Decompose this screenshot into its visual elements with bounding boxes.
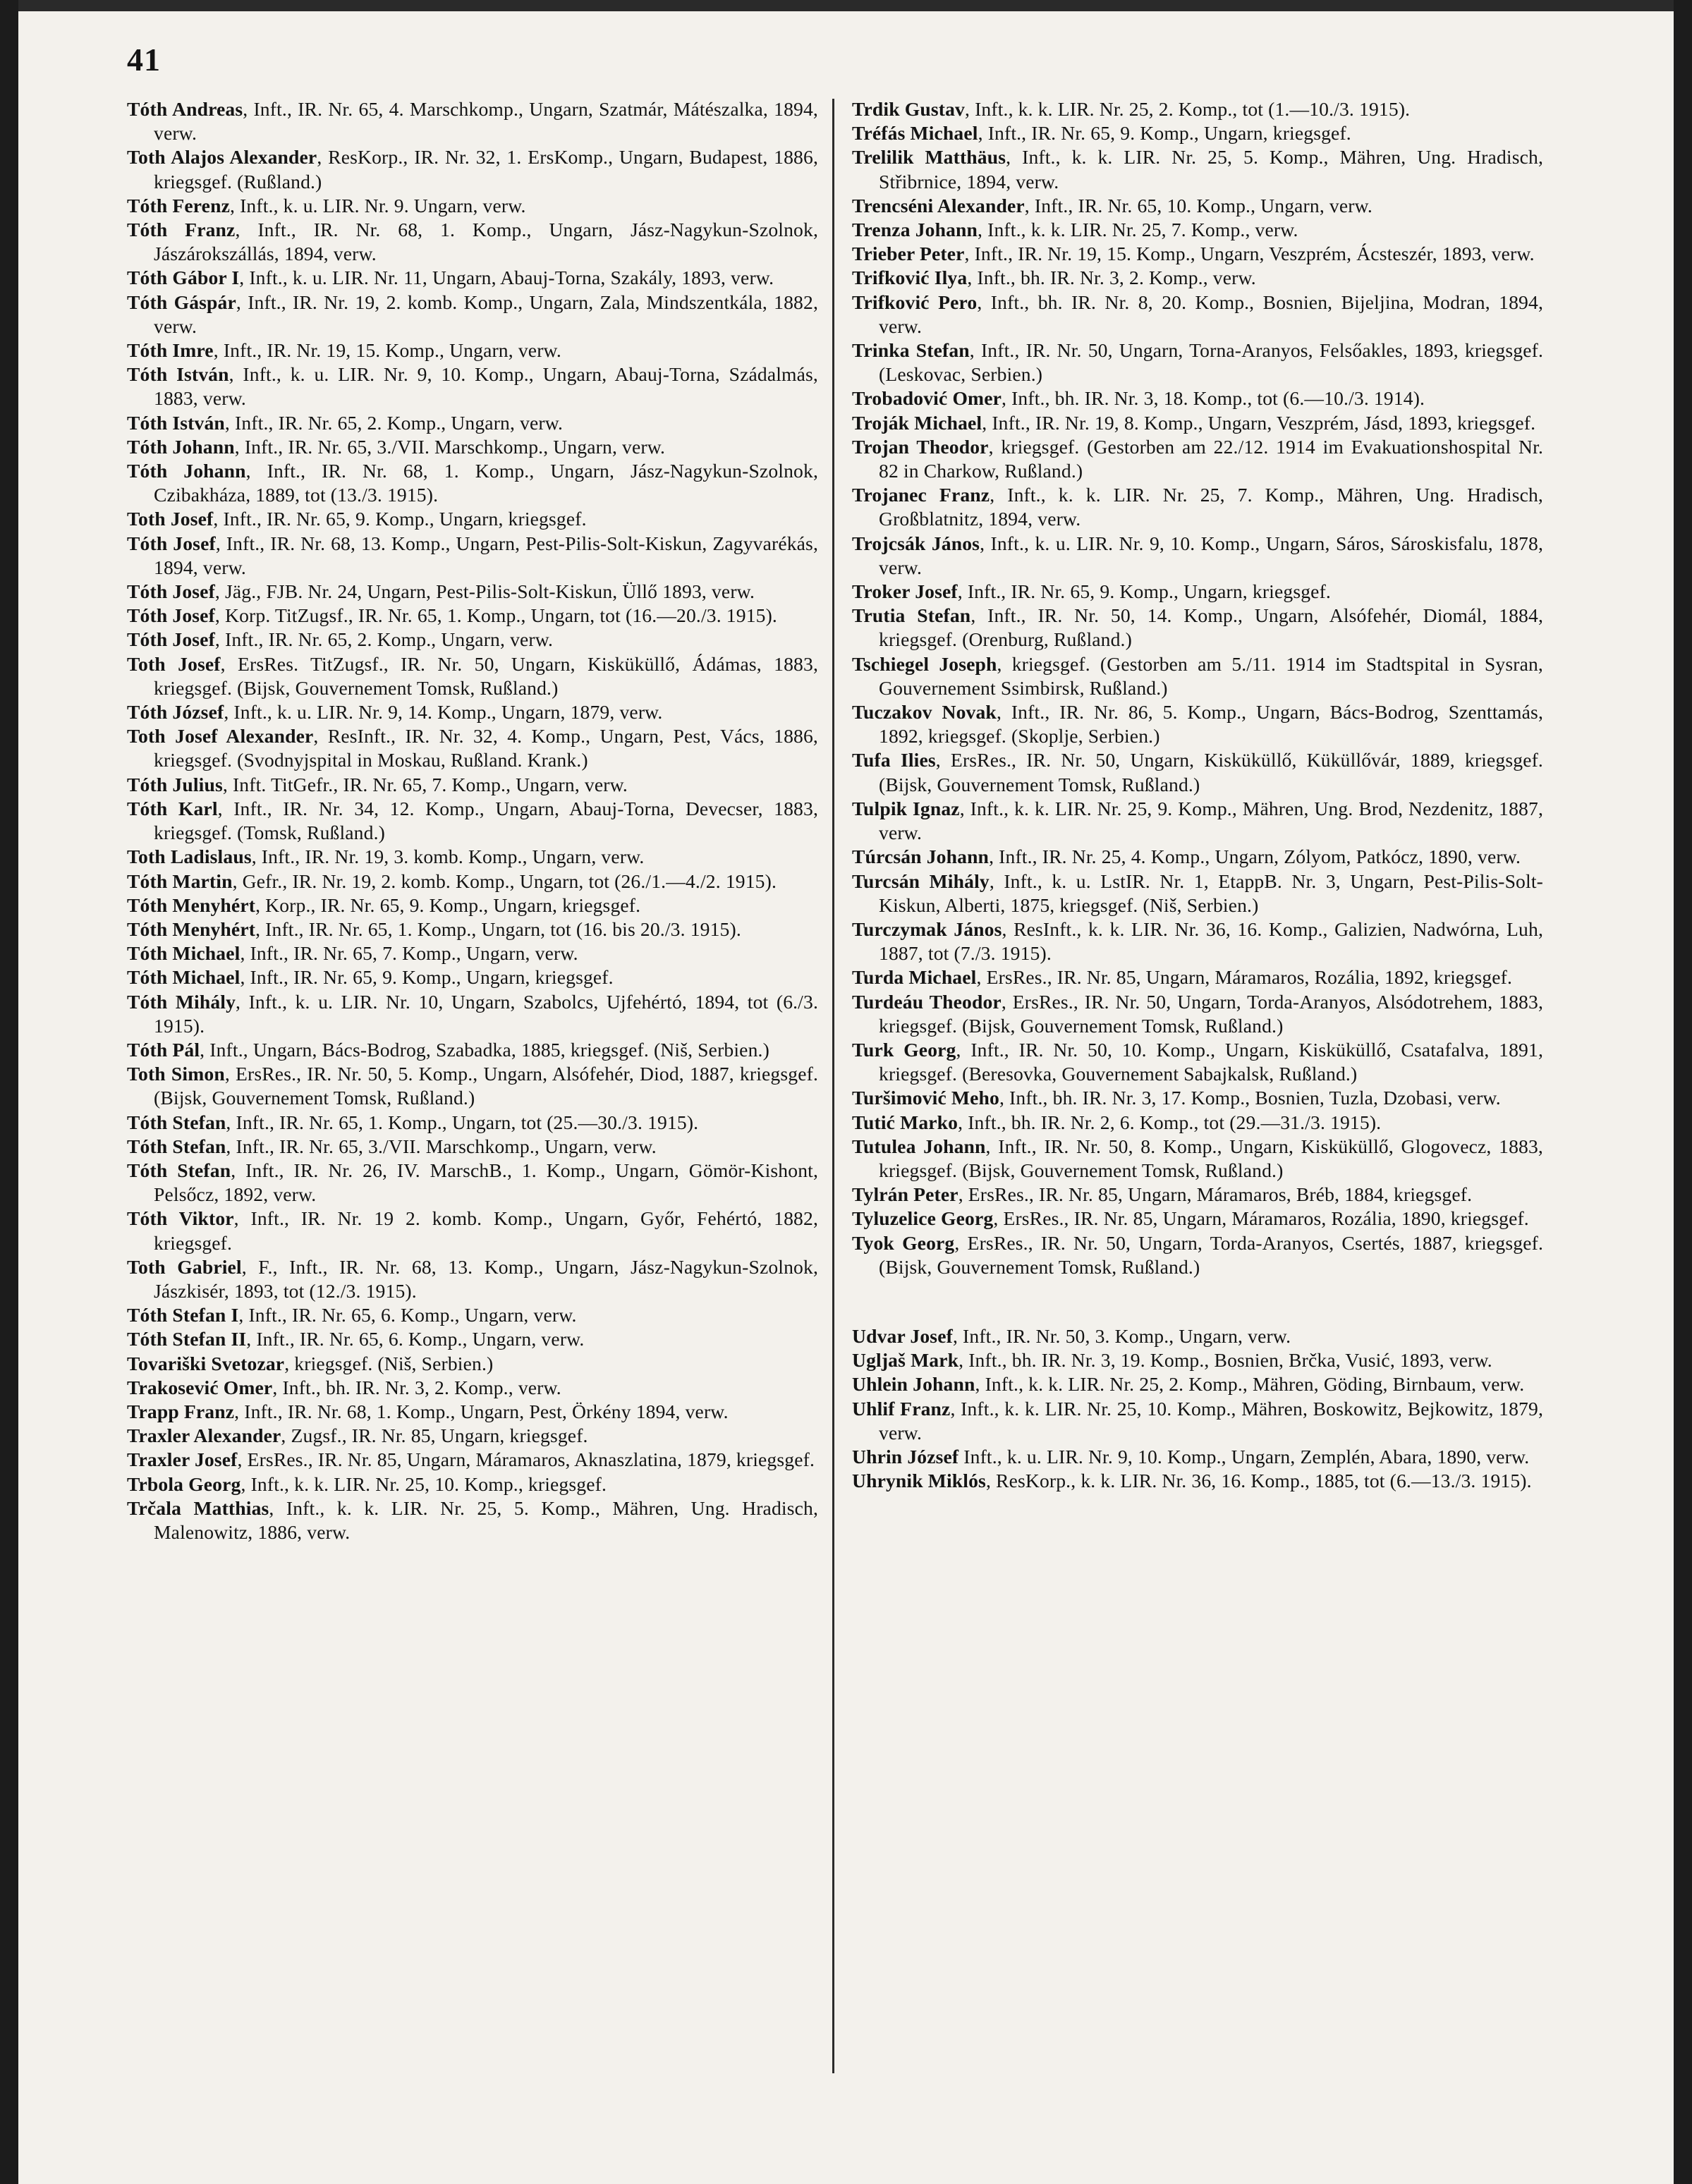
entry-name: Tyluzelice Georg bbox=[852, 1207, 994, 1230]
register-entry bbox=[127, 1255, 818, 1303]
register-entry bbox=[852, 1111, 1543, 1135]
entry-name: Troker Josef bbox=[852, 580, 958, 603]
entry-name: Turcsán Mihály bbox=[852, 870, 990, 892]
register-entry bbox=[127, 1424, 818, 1448]
entry-details: , ErsRes., IR. Nr. 85, Ungarn, Máramaros, Rozália, 1890, kriegsgef. bbox=[993, 1207, 1529, 1230]
entry-name: Trdik Gustav bbox=[852, 98, 965, 120]
register-entry bbox=[852, 145, 1543, 193]
scan-border-left bbox=[0, 0, 18, 2184]
entry-name: Tylrán Peter bbox=[852, 1183, 958, 1206]
entry-name: Toth Josef bbox=[127, 652, 221, 675]
entry-name: Tóth Josef bbox=[127, 628, 215, 651]
entry-name: Turdeáu Theodor bbox=[852, 990, 1002, 1013]
register-entry bbox=[127, 870, 818, 893]
entry-details: , Inft., IR. Nr. 34, 12. Komp., Ungarn, Abauj-Torna, Devecser, 1883, kriegsgef. (Tomsk, Rußland.) bbox=[154, 797, 818, 844]
entry-details: , Inft., k. k. LIR. Nr. 25, 5. Komp., Mähren, Ung. Hradisch, Malenowitz, 1886, verw. bbox=[154, 1496, 818, 1543]
register-entry bbox=[127, 845, 818, 869]
register-entry bbox=[852, 1445, 1543, 1469]
register-entry bbox=[852, 870, 1543, 917]
right-column bbox=[852, 97, 1543, 1493]
entry-details: , Inft., IR. Nr. 19, 15. Komp., Ungarn, verw. bbox=[213, 339, 561, 362]
entry-details: , Inft., IR. Nr. 50, 3. Komp., Ungarn, verw. bbox=[952, 1324, 1291, 1347]
register-entry bbox=[127, 1062, 818, 1110]
entry-details: , ErsRes., IR. Nr. 85, Ungarn, Máramaros, Bréb, 1884, kriegsgef. bbox=[958, 1183, 1473, 1206]
entry-details: , ResKorp., k. k. LIR. Nr. 36, 16. Komp., 1885, tot (6.—13./3. 1915). bbox=[985, 1470, 1532, 1492]
entry-details: , Inft., bh. IR. Nr. 8, 20. Komp., Bosnien, Bijeljina, Modran, 1894, verw. bbox=[879, 291, 1543, 337]
entry-details: , Inft., k. k. LIR. Nr. 25, 10. Komp., kriegsgef. bbox=[241, 1472, 607, 1495]
register-entry bbox=[127, 580, 818, 604]
register-entry bbox=[127, 1472, 818, 1496]
register-entry bbox=[127, 411, 818, 435]
entry-name: Tóth Imre bbox=[127, 339, 214, 362]
register-entry bbox=[127, 362, 818, 410]
entry-details: , Gefr., IR. Nr. 19, 2. komb. Komp., Ungarn, tot (26./1.—4./2. 1915). bbox=[232, 870, 777, 892]
register-entry bbox=[127, 604, 818, 628]
entry-details: , Inft., IR. Nr. 65, 1. Komp., Ungarn, tot (25.—30./3. 1915). bbox=[226, 1111, 699, 1133]
entry-name: Trakosević Omer bbox=[127, 1376, 273, 1398]
entry-name: Trinka Stefan bbox=[852, 339, 970, 362]
entry-name: Toth Alajos Alexander bbox=[127, 146, 317, 169]
register-entry bbox=[127, 965, 818, 989]
register-entry bbox=[852, 242, 1543, 266]
entry-name: Turk Georg bbox=[852, 1038, 956, 1061]
entry-name: Uhlif Franz bbox=[852, 1397, 951, 1420]
register-entry bbox=[852, 532, 1543, 580]
entry-details: , Inft., bh. IR. Nr. 3, 2. Komp., verw. bbox=[967, 267, 1256, 289]
register-entry bbox=[852, 965, 1543, 989]
entry-details: , Inft., IR. Nr. 25, 4. Komp., Ungarn, Zólyom, Patkócz, 1890, verw. bbox=[989, 846, 1521, 868]
entry-details: , Inft., IR. Nr. 19 2. komb. Komp., Ungarn, Győr, Fehértó, 1882, kriegsgef. bbox=[154, 1207, 818, 1254]
entry-name: Uhlein Johann bbox=[852, 1373, 975, 1396]
entry-details: , Inft., IR. Nr. 50, 8. Komp., Ungarn, Kisküküllő, Glogovecz, 1883, kriegsgef. (Bijsk, Gouvernement Tomsk, Rußland.) bbox=[879, 1135, 1543, 1181]
register-entry bbox=[127, 917, 818, 941]
register-entry bbox=[127, 1400, 818, 1424]
entry-name: Tóth István bbox=[127, 411, 225, 434]
entry-details: , ResInft., k. k. LIR. Nr. 36, 16. Komp., Galizien, Nadwórna, Luh, 1887, tot (7./3. 1915). bbox=[879, 917, 1544, 965]
register-entry bbox=[852, 1038, 1543, 1086]
entry-details: , Inft., k. k. LIR. Nr. 25, 9. Komp., Mähren, Ung. Brod, Nezdenitz, 1887, verw. bbox=[879, 797, 1543, 844]
entry-name: Traxler Josef bbox=[127, 1448, 238, 1471]
register-entry bbox=[127, 652, 818, 700]
page-number: 41 bbox=[127, 42, 161, 78]
entry-name: Tóth Martin bbox=[127, 870, 233, 892]
entry-name: Ugljaš Mark bbox=[852, 1349, 959, 1372]
register-entry bbox=[852, 338, 1543, 386]
register-entry bbox=[852, 411, 1543, 435]
register-entry bbox=[852, 291, 1543, 338]
entry-name: Tóth Mihály bbox=[127, 990, 236, 1013]
entry-details: , Inft., IR. Nr. 65, 2. Komp., Ungarn, verw. bbox=[224, 411, 564, 434]
entry-details: , Inft., IR. Nr. 19, 3. komb. Komp., Ungarn, verw. bbox=[251, 846, 645, 868]
register-entry bbox=[127, 1327, 818, 1351]
entry-details: , Inft., k. u. LIR. Nr. 9, 10. Komp., Ungarn, Sáros, Sároskisfalu, 1878, verw. bbox=[879, 532, 1543, 578]
entry-details: , kriegsgef. (Gestorben am 22./12. 1914 im Evakuationshospital Nr. 82 in Charkow, Rußland.) bbox=[879, 435, 1543, 482]
register-entry bbox=[127, 628, 818, 652]
entry-details: , Inft., k. u. LIR. Nr. 10, Ungarn, Szabolcs, Ujfehértó, 1894, tot (6./3. 1915). bbox=[154, 990, 818, 1037]
entry-name: Tóth István bbox=[127, 363, 229, 386]
entry-name: Trbola Georg bbox=[127, 1472, 241, 1495]
entry-name: Tóth Josef bbox=[127, 532, 216, 554]
register-entry bbox=[127, 724, 818, 772]
entry-details: , Zugsf., IR. Nr. 85, Ungarn, kriegsgef. bbox=[281, 1425, 588, 1447]
entry-details: , Inft., IR. Nr. 19, 8. Komp., Ungarn, Veszprém, Jásd, 1893, kriegsgef. bbox=[982, 411, 1536, 434]
entry-name: Turšimović Meho bbox=[852, 1087, 999, 1109]
register-entry bbox=[852, 1231, 1543, 1279]
entry-details: , Inft. TitGefr., IR. Nr. 65, 7. Komp., Ungarn, verw. bbox=[222, 773, 628, 795]
register-entry bbox=[852, 1324, 1543, 1348]
register-entry bbox=[852, 435, 1543, 483]
entry-details: , Jäg., FJB. Nr. 24, Ungarn, Pest-Pilis-Solt-Kiskun, Üllő 1893, verw. bbox=[214, 580, 755, 603]
entry-name: Tréfás Michael bbox=[852, 122, 978, 145]
register-entry bbox=[852, 1183, 1543, 1207]
entry-name: Tóth Menyhért bbox=[127, 893, 256, 916]
entry-name: Tóth Stefan bbox=[127, 1159, 231, 1181]
entry-name: Toth Gabriel bbox=[127, 1255, 242, 1278]
entry-details: , Inft., IR. Nr. 65, 3./VII. Marschkomp., Ungarn, verw. bbox=[226, 1135, 657, 1157]
entry-details: , Inft., IR. Nr. 19, 15. Komp., Ungarn, Veszprém, Ácsteszér, 1893, verw. bbox=[964, 243, 1535, 265]
entry-name: Tóth Franz bbox=[127, 219, 236, 241]
entry-name: Tóth Viktor bbox=[127, 1207, 234, 1230]
entry-name: Tovariški Svetozar bbox=[127, 1352, 285, 1374]
register-entry bbox=[852, 218, 1543, 242]
entry-name: Trojan Theodor bbox=[852, 435, 989, 458]
entry-details: , Inft., k. k. LIR. Nr. 25, 10. Komp., Mähren, Boskowitz, Bejkowitz, 1879, verw. bbox=[879, 1397, 1544, 1444]
register-entry bbox=[852, 121, 1543, 145]
entry-name: Uhrin József bbox=[852, 1445, 959, 1468]
entry-name: Tóth Michael bbox=[127, 942, 241, 965]
entry-details: , Inft., k. k. LIR. Nr. 25, 7. Komp., Mähren, Ung. Hradisch, Großblatnitz, 1894, verw. bbox=[879, 484, 1543, 530]
entry-details: , kriegsgef. (Gestorben am 5./11. 1914 im Stadtspital in Sysran, Gouvernement Ssimbirsk, Rußland.) bbox=[879, 652, 1543, 699]
entry-name: Tóth Johann bbox=[127, 435, 235, 458]
entry-details: , ErsRes., IR. Nr. 50, 5. Komp., Ungarn, Alsófehér, Diod, 1887, kriegsgef. (Bijsk, Gouvernement Tomsk, Rußland.) bbox=[154, 1063, 818, 1109]
entry-details: , Inft., k. u. LIR. Nr. 11, Ungarn, Abauj-Torna, Szakály, 1893, verw. bbox=[239, 267, 774, 289]
register-entry bbox=[127, 218, 818, 266]
register-entry bbox=[852, 1397, 1543, 1445]
entry-name: Trojcsák János bbox=[852, 532, 980, 554]
entry-details: , Inft., IR. Nr. 65, 1. Komp., Ungarn, tot (16. bis 20./3. 1915). bbox=[255, 917, 741, 940]
entry-details: , Inft., k. k. LIR. Nr. 25, 5. Komp., Mähren, Ung. Hradisch, Střibrnice, 1894, verw. bbox=[879, 146, 1543, 193]
register-entry bbox=[127, 1207, 818, 1255]
entry-name: Trutia Stefan bbox=[852, 604, 971, 627]
register-entry bbox=[127, 1038, 818, 1062]
entry-details: , Inft., IR. Nr. 68, 1. Komp., Ungarn, Jász-Nagykun-Szolnok, Czibakháza, 1889, tot (13./3. 1915). bbox=[154, 460, 819, 506]
entry-name: Tutić Marko bbox=[852, 1111, 958, 1133]
entry-details: , Inft., IR. Nr. 68, 13. Komp., Ungarn, Pest-Pilis-Solt-Kiskun, Zagyvarékás, 1894, verw. bbox=[154, 532, 818, 578]
entry-name: Turda Michael bbox=[852, 966, 977, 989]
register-entry bbox=[852, 266, 1543, 290]
entry-name: Trifković Ilya bbox=[852, 267, 968, 289]
entry-details: , Inft., IR. Nr. 19, 2. komb. Komp., Ungarn, Zala, Mindszentkála, 1882, verw. bbox=[154, 291, 818, 337]
entry-name: Udvar Josef bbox=[852, 1324, 953, 1347]
left-column bbox=[127, 97, 818, 1544]
entry-name: Trčala Matthias bbox=[127, 1496, 269, 1519]
entry-details: , ErsRes., IR. Nr. 50, Ungarn, Torda-Aranyos, Alsódotrehem, 1883, kriegsgef. (Bijsk, Gouvernement Tomsk, Rußland.) bbox=[879, 990, 1543, 1037]
register-entry bbox=[127, 459, 818, 507]
entry-name: Toth Simon bbox=[127, 1063, 225, 1085]
register-entry bbox=[852, 194, 1543, 218]
register-entry bbox=[127, 1496, 818, 1544]
entry-name: Túrcsán Johann bbox=[852, 846, 990, 868]
entry-name: Tóth Gábor I bbox=[127, 267, 240, 289]
register-entry bbox=[127, 893, 818, 917]
entry-details: , ErsRes., IR. Nr. 50, Ungarn, Kisküküllő, Küküllővár, 1889, kriegsgef. (Bijsk, Gouvernement Tomsk, Rußland.) bbox=[879, 749, 1543, 795]
entry-name: Tuczakov Novak bbox=[852, 701, 997, 724]
entry-details: , Inft., IR. Nr. 65, 9. Komp., Ungarn, kriegsgef. bbox=[213, 508, 587, 530]
entry-name: Tóth Julius bbox=[127, 773, 223, 795]
entry-details: , Inft., Ungarn, Bács-Bodrog, Szabadka, 1885, kriegsgef. (Niš, Serbien.) bbox=[200, 1038, 769, 1061]
entry-details: , Inft., IR. Nr. 50, Ungarn, Torna-Aranyos, Felsőakles, 1893, kriegsgef. (Leskovac, Serbien.) bbox=[879, 339, 1543, 386]
register-entry bbox=[852, 483, 1543, 531]
register-entry bbox=[852, 580, 1543, 604]
entry-name: Tóth József bbox=[127, 701, 224, 724]
register-entry bbox=[852, 797, 1543, 845]
entry-name: Tóth Karl bbox=[127, 797, 218, 819]
entry-details: , Inft., bh. IR. Nr. 3, 19. Komp., Bosnien, Brčka, Vusić, 1893, verw. bbox=[958, 1349, 1492, 1372]
entry-details: , ErsRes. TitZugsf., IR. Nr. 50, Ungarn, Kisküküllő, Ádámas, 1883, kriegsgef. (Bijsk, Gouvernement Tomsk, Rußland.) bbox=[154, 652, 818, 699]
entry-name: Toth Ladislaus bbox=[127, 846, 252, 868]
register-entry bbox=[127, 1352, 818, 1376]
entry-name: Tóth Stefan bbox=[127, 1111, 226, 1133]
scan-border-top bbox=[0, 0, 1692, 11]
entry-details: , Inft., IR. Nr. 65, 9. Komp., Ungarn, kriegsgef. bbox=[957, 580, 1331, 603]
register-entry bbox=[127, 990, 818, 1038]
register-entry bbox=[127, 338, 818, 362]
entry-details: , Inft., bh. IR. Nr. 3, 2. Komp., verw. bbox=[272, 1376, 561, 1398]
register-entry bbox=[852, 845, 1543, 869]
entry-details: , Inft., IR. Nr. 65, 4. Marschkomp., Ungarn, Szatmár, Mátészalka, 1894, verw. bbox=[154, 98, 818, 145]
section-gap bbox=[852, 1279, 1543, 1324]
entry-details: , F., Inft., IR. Nr. 68, 13. Komp., Ungarn, Jász-Nagykun-Szolnok, Jászkisér, 1893, tot (12./3. 1915). bbox=[154, 1255, 818, 1302]
entry-details: , ResKorp., IR. Nr. 32, 1. ErsKomp., Ungarn, Budapest, 1886, kriegsgef. (Rußland.) bbox=[154, 146, 819, 193]
entry-details: , Inft., IR. Nr. 50, 14. Komp., Ungarn, Alsófehér, Diomál, 1884, kriegsgef. (Orenburg, Rußland.) bbox=[879, 604, 1543, 651]
register-entry bbox=[127, 266, 818, 290]
column-divider bbox=[832, 99, 834, 2073]
register-entry bbox=[852, 1086, 1543, 1110]
register-entry bbox=[127, 291, 818, 338]
register-entry bbox=[852, 1469, 1543, 1493]
scan-border-right bbox=[1674, 0, 1692, 2184]
entry-details: , ErsRes., IR. Nr. 50, Ungarn, Torda-Aranyos, Csertés, 1887, kriegsgef. (Bijsk, Gouvernement Tomsk, Rußland.) bbox=[879, 1231, 1543, 1278]
register-entry bbox=[127, 1376, 818, 1400]
entry-name: Tóth Josef bbox=[127, 580, 215, 603]
entry-name: Tufa Ilies bbox=[852, 749, 936, 771]
register-entry bbox=[852, 1135, 1543, 1183]
entry-details: , ErsRes., IR. Nr. 85, Ungarn, Máramaros, Aknaszlatina, 1879, kriegsgef. bbox=[237, 1448, 815, 1471]
entry-name: Tóth Ferenz bbox=[127, 194, 230, 216]
entry-details: , ErsRes., IR. Nr. 85, Ungarn, Máramaros, Rozália, 1892, kriegsgef. bbox=[976, 966, 1512, 989]
register-entry bbox=[127, 1159, 818, 1207]
register-entry bbox=[127, 797, 818, 845]
register-entry bbox=[127, 145, 818, 193]
entry-details: , Inft., k. u. LIR. Nr. 9, 14. Komp., Ungarn, 1879, verw. bbox=[224, 701, 663, 724]
entry-name: Tóth Menyhért bbox=[127, 917, 256, 940]
entry-details: , Inft., k. u. LstIR. Nr. 1, EtappB. Nr. 3, Ungarn, Pest-Pilis-Solt-Kiskun, Alberti, 1875, kriegsgef. (Niš, Serbien.) bbox=[879, 870, 1543, 916]
entry-name: Trifković Pero bbox=[852, 291, 978, 313]
entry-details: , Inft., IR. Nr. 65, 9. Komp., Ungarn, kriegsgef. bbox=[978, 122, 1351, 145]
register-entry bbox=[852, 604, 1543, 652]
register-entry bbox=[852, 386, 1543, 410]
register-entry bbox=[127, 773, 818, 797]
entry-name: Tóth Stefan I bbox=[127, 1304, 239, 1326]
register-entry bbox=[852, 748, 1543, 796]
register-entry bbox=[127, 941, 818, 965]
register-entry bbox=[127, 435, 818, 459]
register-entry bbox=[852, 652, 1543, 700]
register-entry bbox=[127, 194, 818, 218]
entry-name: Tutulea Johann bbox=[852, 1135, 986, 1157]
register-entry bbox=[852, 700, 1543, 748]
entry-details: , Inft., IR. Nr. 65, 2. Komp., Ungarn, verw. bbox=[214, 628, 554, 651]
entry-name: Turczymak János bbox=[852, 917, 1002, 940]
entry-name: Tulpik Ignaz bbox=[852, 797, 960, 819]
entry-name: Trelilik Matthäus bbox=[852, 146, 1006, 169]
entry-name: Trencséni Alexander bbox=[852, 194, 1025, 216]
entry-name: Tóth Johann bbox=[127, 460, 246, 482]
entry-name: Trobadović Omer bbox=[852, 387, 1002, 410]
entry-name: Troják Michael bbox=[852, 411, 982, 434]
entry-details: , Inft., IR. Nr. 86, 5. Komp., Ungarn, Bács-Bodrog, Szenttamás, 1892, kriegsgef. (Skoplje, Serbien.) bbox=[879, 701, 1543, 748]
entry-details: , Inft., IR. Nr. 65, 6. Komp., Ungarn, verw. bbox=[246, 1328, 585, 1350]
entry-details: , Inft., IR. Nr. 68, 1. Komp., Ungarn, Jász-Nagykun-Szolnok, Jászárokszállás, 1894, verw. bbox=[154, 219, 818, 265]
entry-name: Tóth Stefan bbox=[127, 1135, 226, 1157]
entry-details: , Inft., IR. Nr. 65, 9. Komp., Ungarn, kriegsgef. bbox=[240, 966, 614, 989]
entry-details: , Korp., IR. Nr. 65, 9. Komp., Ungarn, kriegsgef. bbox=[255, 893, 641, 916]
entry-name: Tóth Pál bbox=[127, 1038, 200, 1061]
register-entry bbox=[852, 990, 1543, 1038]
register-entry bbox=[852, 917, 1543, 965]
entry-name: Uhrynik Miklós bbox=[852, 1470, 986, 1492]
entry-details: , Inft., bh. IR. Nr. 3, 18. Komp., tot (6.—10./3. 1914). bbox=[1002, 387, 1425, 410]
register-entry bbox=[852, 1348, 1543, 1372]
entry-details: , Inft., k. k. LIR. Nr. 25, 2. Komp., Mähren, Göding, Birnbaum, verw. bbox=[975, 1373, 1525, 1396]
entry-name: Trapp Franz bbox=[127, 1400, 235, 1422]
entry-details: , Inft., k. k. LIR. Nr. 25, 2. Komp., tot (1.—10./3. 1915). bbox=[965, 98, 1411, 120]
entry-details: Inft., k. u. LIR. Nr. 9, 10. Komp., Ungarn, Zemplén, Abara, 1890, verw. bbox=[958, 1445, 1530, 1468]
entry-name: Tyok Georg bbox=[852, 1231, 955, 1254]
entry-details: , Inft., IR. Nr. 65, 3./VII. Marschkomp., Ungarn, verw. bbox=[234, 435, 666, 458]
register-entry bbox=[852, 97, 1543, 121]
entry-details: , Korp. TitZugsf., IR. Nr. 65, 1. Komp., Ungarn, tot (16.—20./3. 1915). bbox=[214, 604, 777, 627]
entry-details: , Inft., k. u. LIR. Nr. 9, 10. Komp., Ungarn, Abauj-Torna, Szádalmás, 1883, verw. bbox=[154, 363, 818, 410]
register-entry bbox=[127, 1303, 818, 1327]
entry-details: , kriegsgef. (Niš, Serbien.) bbox=[284, 1352, 494, 1374]
register-entry bbox=[127, 700, 818, 724]
entry-name: Tschiegel Joseph bbox=[852, 652, 997, 675]
entry-name: Tóth Stefan II bbox=[127, 1328, 247, 1350]
entry-details: , Inft., IR. Nr. 68, 1. Komp., Ungarn, Pest, Örkény 1894, verw. bbox=[234, 1400, 729, 1422]
entry-name: Toth Josef bbox=[127, 508, 214, 530]
register-entry bbox=[127, 532, 818, 580]
entry-details: , Inft., IR. Nr. 26, IV. MarschB., 1. Komp., Ungarn, Gömör-Kishont, Pelsőcz, 1892, verw. bbox=[154, 1159, 819, 1206]
entry-name: Trenza Johann bbox=[852, 219, 978, 241]
register-entry bbox=[852, 1207, 1543, 1231]
entry-name: Tóth Josef bbox=[127, 604, 215, 627]
entry-details: , ResInft., IR. Nr. 32, 4. Komp., Ungarn, Pest, Vács, 1886, kriegsgef. (Svodnyjspital in Moskau, Rußland. Krank.) bbox=[154, 725, 818, 771]
entry-name: Toth Josef Alexander bbox=[127, 725, 314, 748]
entry-details: , Inft., IR. Nr. 65, 6. Komp., Ungarn, verw. bbox=[238, 1304, 577, 1326]
register-entry bbox=[127, 1448, 818, 1472]
entry-details: , Inft., k. u. LIR. Nr. 9. Ungarn, verw. bbox=[229, 194, 526, 216]
register-entry bbox=[127, 1111, 818, 1135]
register-entry bbox=[127, 507, 818, 531]
register-entry bbox=[852, 1372, 1543, 1396]
entry-name: Traxler Alexander bbox=[127, 1425, 281, 1447]
entry-details: , Inft., k. k. LIR. Nr. 25, 7. Komp., verw. bbox=[978, 219, 1298, 241]
register-entry bbox=[127, 1135, 818, 1159]
entry-name: Trieber Peter bbox=[852, 243, 965, 265]
entry-name: Tóth Andreas bbox=[127, 98, 243, 120]
entry-name: Tóth Michael bbox=[127, 966, 241, 989]
entry-details: , Inft., bh. IR. Nr. 2, 6. Komp., tot (29.—31./3. 1915). bbox=[958, 1111, 1382, 1133]
entry-details: , Inft., IR. Nr. 50, 10. Komp., Ungarn, Kisküküllő, Csatafalva, 1891, kriegsgef. (Beresovka, Gouvernement Sabajkalsk, Rußland.) bbox=[879, 1038, 1544, 1085]
entry-name: Trojanec Franz bbox=[852, 484, 990, 506]
entry-details: , Inft., IR. Nr. 65, 10. Komp., Ungarn, verw. bbox=[1024, 194, 1373, 216]
entry-details: , Inft., bh. IR. Nr. 3, 17. Komp., Bosnien, Tuzla, Dzobasi, verw. bbox=[999, 1087, 1501, 1109]
entry-details: , Inft., IR. Nr. 65, 7. Komp., Ungarn, verw. bbox=[240, 942, 578, 965]
register-entry bbox=[127, 97, 818, 145]
entry-name: Tóth Gáspár bbox=[127, 291, 236, 313]
